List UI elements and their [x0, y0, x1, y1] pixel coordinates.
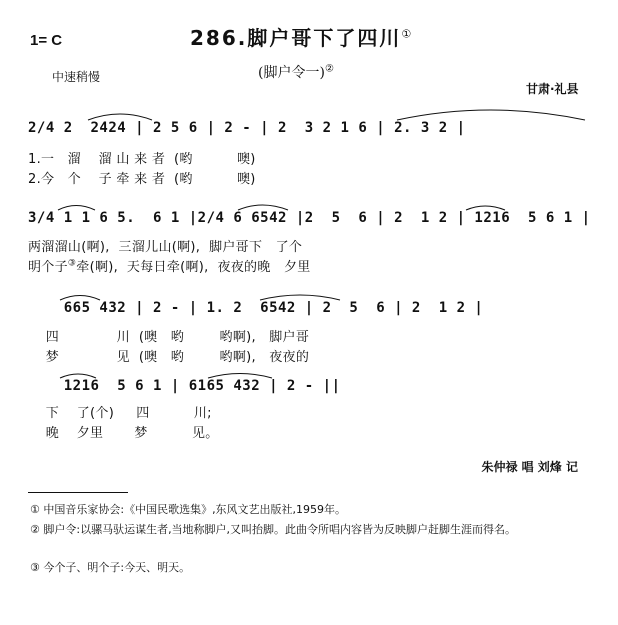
lyric-line-4-verse-2: 晚 夕里 梦 见。 [28, 426, 219, 441]
lyric-line-2-verse-2 [28, 256, 311, 275]
footnote-1: ① 中国音乐家协会:《中国民歌选集》,东风文艺出版社,1959年。 [30, 503, 347, 516]
subtitle-footnote-marker: ② [324, 63, 334, 75]
notation-line-2: 3/4 1 1 6 5. 6 1 |2/4 6 6542 |2 5 6 | 2 1 2 | 1216 5 6 1 | [28, 210, 591, 226]
notation-line-3: 665 432 | 2 - | 1. 2 6542 | 2 5 6 | 2 1 2 | [28, 300, 484, 316]
title-footnote-marker: ① [401, 27, 414, 41]
lyric-line-4-verse-1: 下 了(个) 四 川; [28, 406, 212, 421]
lyric-line-2-verse-1: 两溜溜山(啊), 三溜儿山(啊), 脚户哥下 了个 [28, 240, 303, 255]
lyric-line-1-verse-2: 2.今 个 子 牵 来 者 (哟 噢) [28, 172, 256, 187]
region-label: 甘肃·礼县 [526, 82, 579, 96]
lyric-line-3-verse-2: 梦 见 (噢 哟 哟啊), 夜夜的 [28, 350, 310, 365]
footnote-2: ② 脚户令:以骡马驮运谋生者,当地称脚户,又叫抬脚。此曲令所唱内容皆为反映脚户赶脚生涯而得名。 [30, 523, 517, 536]
subtitle [258, 62, 334, 82]
subtitle-text: (脚户令一) [258, 65, 325, 81]
lyric-line-3-verse-1: 四 川 (噢 哟 哟啊), 脚户哥 [28, 330, 310, 345]
notation-line-4: 1216 5 6 1 | 6165 432 | 2 - || [28, 378, 341, 394]
lyric-line-1-verse-1: 1.一 溜 溜 山 来 者 (哟 噢) [28, 152, 256, 167]
lyric-footnote-marker: ③ [67, 258, 77, 269]
footnote-3: ③ 今个子、明个子:今天、明天。 [30, 561, 191, 574]
key-signature: 1= C [30, 32, 63, 49]
page-title [190, 22, 413, 51]
lyric-line-2-verse-2-start: 明个子 [28, 260, 68, 275]
performer-credit: 朱仲禄 唱 刘烽 记 [481, 460, 578, 474]
footnote-divider [28, 492, 128, 493]
slur-line-1b [397, 110, 585, 120]
tempo-marking: 中速稍慢 [52, 70, 101, 84]
lyric-line-2-verse-2-rest: 牵(啊), 天每日牵(啊), 夜夜的晚 夕里 [76, 260, 311, 275]
title-text: 286.脚户哥下了四川 [190, 26, 402, 50]
notation-line-1: 2/4 2 2424 | 2 5 6 | 2 - | 2 3 2 1 6 | 2. 3 2 | [28, 120, 466, 136]
